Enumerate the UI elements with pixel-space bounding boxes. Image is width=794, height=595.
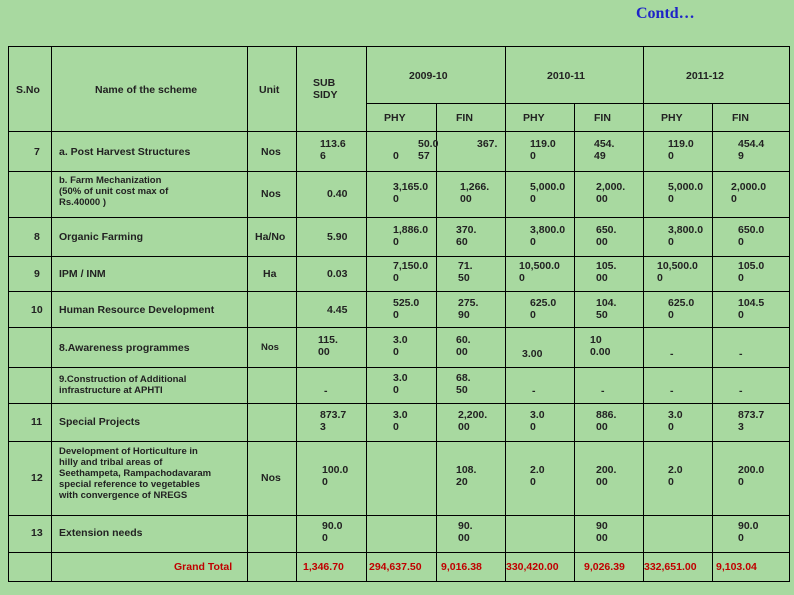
cell-fin-2010: 90 00 [596, 520, 608, 544]
row-subsidy: 0.03 [327, 268, 348, 280]
cell-phy-2009: 7,150.0 0 [393, 260, 429, 284]
row-subsidy: 113.6 6 [320, 138, 346, 162]
col-line [712, 103, 713, 581]
col-line [574, 103, 575, 581]
row-name: Development of Horticulture in hilly and tribal areas of Seethampeta, Rampachodavaram special reference to vegetables with convergence of NREGS [59, 446, 212, 501]
col-line [366, 47, 367, 581]
grand-total-fin-2010: 9,026.39 [584, 561, 625, 573]
row-line [9, 515, 789, 516]
row-unit: Nos [261, 342, 279, 353]
header-phy: PHY [523, 112, 545, 124]
row-name: IPM / INM [59, 268, 106, 280]
cell-phy-2010: - [532, 385, 536, 397]
col-line [51, 47, 52, 581]
row-name: Organic Farming [59, 231, 144, 243]
row-line [9, 441, 789, 442]
cell-fin-2010: 650. 00 [596, 224, 617, 248]
cell-phy-2011: - [670, 385, 674, 397]
row-unit: Nos [261, 146, 281, 158]
row-unit: Ha/No [255, 231, 286, 243]
row-name: Extension needs [59, 527, 143, 539]
col-line [247, 47, 248, 581]
row-line [9, 327, 789, 328]
cell-fin-2010: 104. 50 [596, 297, 617, 321]
cell-phy-2009: 1,886.0 0 [393, 224, 429, 248]
row-line [9, 217, 789, 218]
row-sno: 7 [34, 146, 40, 158]
header-unit: Unit [259, 84, 280, 96]
header-sno: S.No [16, 84, 40, 96]
cell-fin-2011: 104.5 0 [738, 297, 765, 321]
cell-phy-2009: 3.0 0 [393, 409, 408, 433]
grand-total-subsidy: 1,346.70 [303, 561, 344, 573]
cell-fin-2009: 60. 00 [456, 334, 471, 358]
cell-phy-2011: 3,800.0 0 [668, 224, 704, 248]
row-line [9, 403, 789, 404]
cell-fin-2010: - [601, 385, 605, 397]
row-name: 9.Construction of Additional infrastructure at APHTI [59, 374, 187, 396]
row-sno: 12 [31, 472, 43, 484]
cell-phy-2009: 0 [393, 150, 399, 162]
grand-total-phy-2009: 294,637.50 [369, 561, 422, 573]
cell-fin-2011: 90.0 0 [738, 520, 759, 544]
cell-fin-2011: 105.0 0 [738, 260, 765, 284]
cell-fin-2009: 1,266. 00 [460, 181, 490, 205]
row-line [9, 256, 789, 257]
cell-phy-2009: 3,165.0 0 [393, 181, 429, 205]
row-subsidy: 100.0 0 [322, 464, 349, 488]
col-line [296, 47, 297, 581]
cell-phy-2009: 525.0 0 [393, 297, 420, 321]
cell-phy-2010: 625.0 0 [530, 297, 557, 321]
cell-fin-2011: - [739, 385, 743, 397]
row-line [9, 171, 789, 172]
header-name: Name of the scheme [95, 84, 198, 96]
cell-fin-2009: 370. 60 [456, 224, 477, 248]
cell-fin-2010: 105. 00 [596, 260, 617, 284]
grand-total-label: Grand Total [174, 561, 233, 573]
cell-fin-2011: 200.0 0 [738, 464, 765, 488]
cell-phy-2009: 3.0 0 [393, 372, 408, 396]
row-subsidy: 115. 00 [318, 334, 338, 358]
row-unit: Nos [261, 188, 281, 200]
row-sno: 8 [34, 231, 40, 243]
row-sno: 10 [31, 304, 43, 316]
row-line [9, 131, 789, 132]
cell-fin-2011: 454.4 9 [738, 138, 765, 162]
col-line [436, 103, 437, 581]
row-name: Human Resource Development [59, 304, 215, 316]
cell-fin-2011: 2,000.0 0 [731, 181, 767, 205]
cell-phy-2011: 5,000.0 0 [668, 181, 704, 205]
header-fin: FIN [594, 112, 611, 124]
cell-phy-2011: 3.0 0 [668, 409, 683, 433]
contd-label: Contd… [636, 5, 695, 22]
cell-fin-2009: 90. 00 [458, 520, 473, 544]
cell-phy-2010: 10,500.0 0 [519, 260, 560, 284]
cell-fin-2011: 650.0 0 [738, 224, 765, 248]
cell-phy-2010: 119.0 0 [530, 138, 556, 162]
header-phy: PHY [384, 112, 406, 124]
cell-fin-2009: 2,200. 00 [458, 409, 488, 433]
cell-fin-2009-b: 367. [477, 138, 498, 150]
row-unit: Nos [261, 472, 281, 484]
header-year-2009: 2009-10 [409, 70, 448, 82]
row-name: a. Post Harvest Structures [59, 146, 191, 158]
grand-total-phy-2011: 332,651.00 [644, 561, 697, 573]
col-line [643, 47, 644, 581]
header-fin: FIN [456, 112, 473, 124]
header-fin: FIN [732, 112, 749, 124]
header-year-2011: 2011-12 [686, 70, 724, 82]
grand-total-phy-2010: 330,420.00 [506, 561, 559, 573]
row-name: b. Farm Mechanization (50% of unit cost max of Rs.40000 ) [59, 175, 169, 208]
cell-phy-2010: 2.0 0 [530, 464, 545, 488]
row-subsidy: 873.7 3 [320, 409, 347, 433]
row-subsidy: 5.90 [327, 231, 348, 243]
cell-fin-2010: 2,000. 00 [596, 181, 626, 205]
cell-fin-2011: 873.7 3 [738, 409, 765, 433]
cell-phy-2011: 10,500.0 0 [657, 260, 698, 284]
header-year-2010: 2010-11 [547, 70, 585, 82]
grand-total-fin-2009: 9,016.38 [441, 561, 482, 573]
row-sno: 11 [31, 416, 43, 428]
row-subsidy: - [324, 385, 328, 397]
cell-phy-2011: - [670, 348, 674, 360]
row-line [9, 291, 789, 292]
row-subsidy: 90.0 0 [322, 520, 343, 544]
row-subsidy: 0.40 [327, 188, 348, 200]
cell-phy-2010: 5,000.0 0 [530, 181, 566, 205]
row-sno: 13 [31, 527, 43, 539]
row-unit: Ha [263, 268, 277, 280]
cell-fin-2011: - [739, 348, 743, 360]
row-line [9, 367, 789, 368]
row-line [9, 552, 789, 553]
cell-phy-2010: 3,800.0 0 [530, 224, 566, 248]
cell-phy-2010: 3.0 0 [530, 409, 545, 433]
cell-fin-2009: 71. 50 [458, 260, 473, 284]
cell-fin-2010: 200. 00 [596, 464, 617, 488]
cell-fin-2009-a: 50.0 57 [418, 138, 439, 162]
row-subsidy: 4.45 [327, 304, 348, 316]
cell-fin-2009: 108. 20 [456, 464, 477, 488]
cell-fin-2010: 886. 00 [596, 409, 617, 433]
cell-phy-2009: 3.0 0 [393, 334, 408, 358]
grand-total-fin-2011: 9,103.04 [716, 561, 757, 573]
cell-fin-2010: 454. 49 [594, 138, 615, 162]
cell-phy-2011: 119.0 0 [668, 138, 694, 162]
header-phy: PHY [661, 112, 683, 124]
cell-phy-2010: 3.00 [522, 348, 543, 360]
header-subsidy: SUB SIDY [313, 77, 338, 101]
cell-fin-2009: 68. 50 [456, 372, 471, 396]
col-line [505, 47, 506, 581]
row-sno: 9 [34, 268, 40, 280]
row-name: 8.Awareness programmes [59, 342, 190, 354]
cell-phy-2011: 625.0 0 [668, 297, 695, 321]
cell-fin-2010: 10 0.00 [590, 334, 611, 358]
cell-phy-2011: 2.0 0 [668, 464, 683, 488]
row-name: Special Projects [59, 416, 141, 428]
row-line [366, 103, 789, 104]
cell-fin-2009: 275. 90 [458, 297, 479, 321]
